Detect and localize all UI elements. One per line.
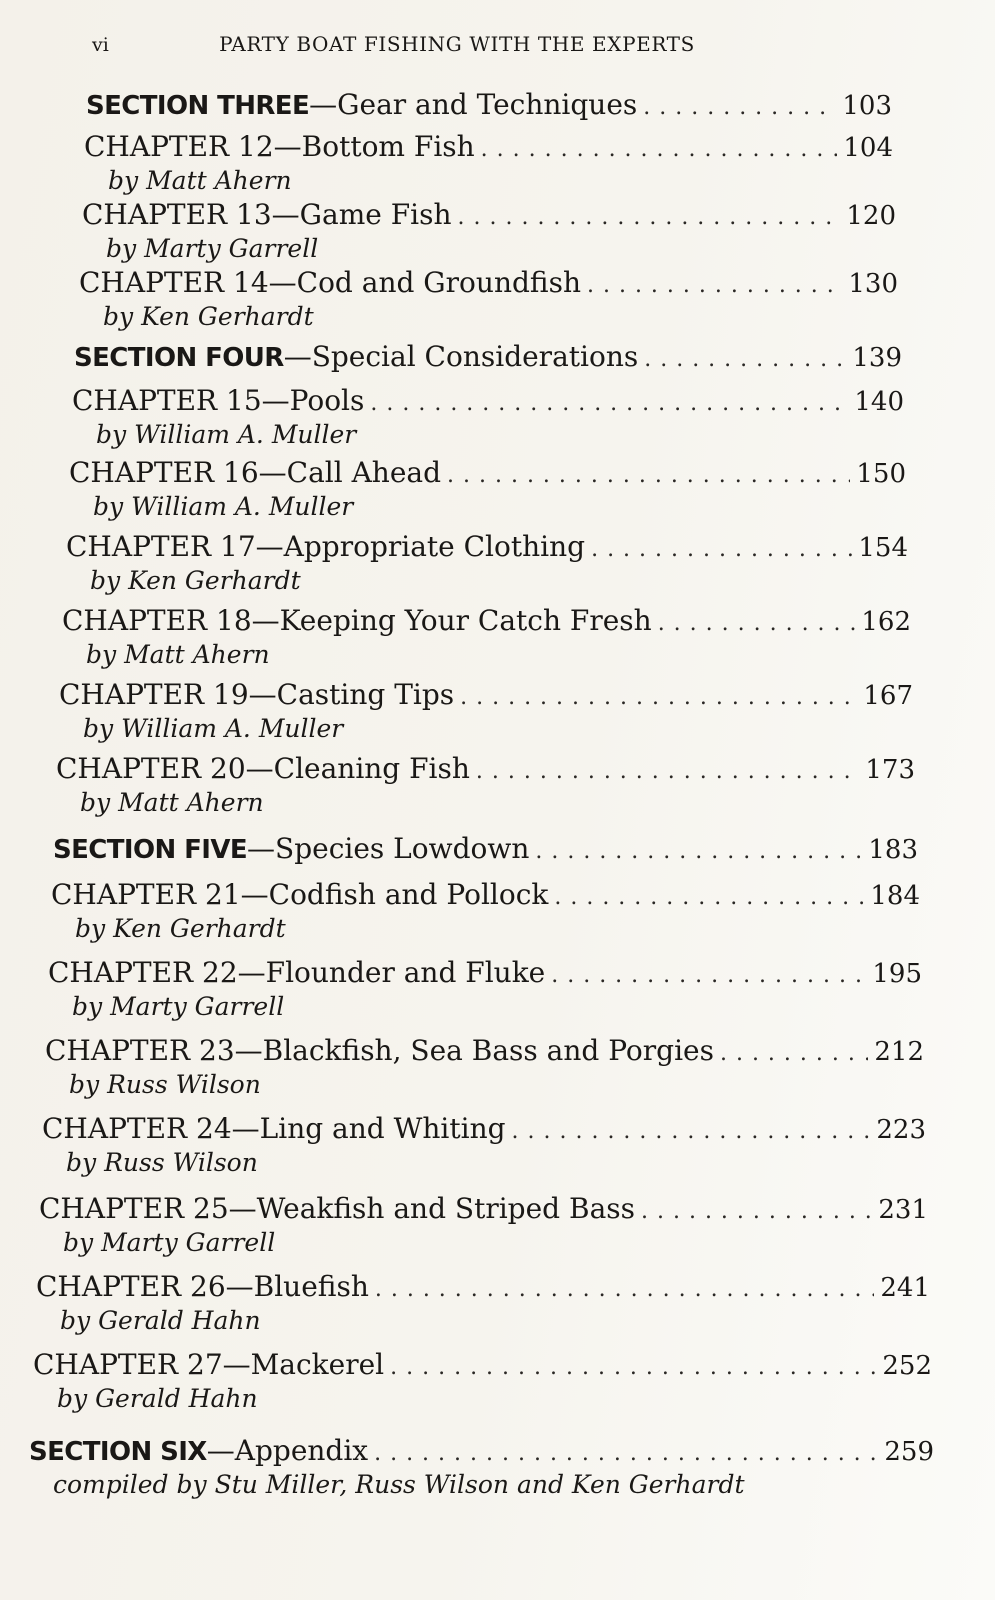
toc-line (33, 1348, 932, 1385)
author-byline: compiled by Stu Miller, Russ Wilson and Ken Gerhardt (53, 1470, 745, 1499)
toc-chapter-entry (79, 266, 898, 331)
entry-title-text: —Gear and Techniques (309, 88, 638, 121)
entry-title-text: —Ling and Whiting (231, 1112, 506, 1145)
dot-leader (458, 201, 841, 235)
section-label: SECTION FOUR (74, 343, 284, 373)
page-number: 150 (856, 459, 906, 489)
toc-chapter-entry (56, 752, 915, 817)
toc-entry-title (86, 88, 637, 123)
page-number: 162 (861, 607, 911, 637)
chapter-label: CHAPTER 19 (59, 678, 249, 711)
entry-title-text: —Casting Tips (248, 678, 455, 711)
dot-leader (554, 881, 864, 915)
toc-line (82, 198, 896, 235)
entry-title-text: —Bottom Fish (273, 130, 475, 163)
author-byline: by William A. Muller (96, 420, 357, 449)
page-number: 154 (858, 533, 908, 563)
entry-title-text: —Blackfish, Sea Bass and Porgies (234, 1034, 714, 1067)
toc-entry-title (53, 832, 529, 867)
section-label: SECTION FIVE (53, 835, 248, 865)
chapter-label: CHAPTER 25 (39, 1192, 229, 1225)
toc-line (53, 832, 918, 869)
toc-line (45, 1034, 924, 1071)
toc-line (66, 530, 908, 567)
author-byline: by Marty Garrell (106, 234, 319, 263)
toc-entry-title (51, 878, 548, 912)
chapter-label: CHAPTER 24 (42, 1112, 232, 1145)
author-byline: by Matt Ahern (86, 640, 270, 669)
toc-line (51, 878, 920, 915)
dot-leader (390, 1351, 876, 1385)
page-number: 183 (868, 835, 918, 865)
running-title: PARTY BOAT FISHING WITH THE EXPERTS (219, 32, 695, 56)
dot-leader (460, 681, 857, 715)
toc-chapter-entry (59, 678, 913, 743)
author-byline: by Ken Gerhardt (90, 566, 301, 595)
toc-entry-title (36, 1270, 369, 1304)
entry-title-text: —Keeping Your Catch Fresh (251, 604, 652, 637)
entry-title-text: —Cod and Groundfish (268, 266, 581, 299)
toc-chapter-entry (69, 456, 906, 521)
dot-leader (587, 269, 842, 303)
toc-chapter-entry (82, 198, 896, 263)
chapter-label: CHAPTER 20 (56, 752, 246, 785)
author-byline: by Russ Wilson (69, 1070, 261, 1099)
author-byline: by Marty Garrell (72, 992, 285, 1021)
entry-title-text: —Flounder and Fluke (237, 956, 546, 989)
chapter-label: CHAPTER 13 (82, 198, 272, 231)
page-number: 223 (876, 1115, 926, 1145)
entry-title-text: —Weakfish and Striped Bass (228, 1192, 635, 1225)
author-byline: by Russ Wilson (66, 1148, 258, 1177)
toc-line (74, 340, 902, 377)
entry-title-text: —Pools (261, 384, 365, 417)
page-number: 130 (848, 269, 898, 299)
toc-line (72, 384, 904, 421)
page-number: 252 (882, 1351, 932, 1381)
toc-line (36, 1270, 930, 1307)
section-label: SECTION THREE (86, 91, 310, 121)
toc-entry-title (72, 384, 364, 418)
author-byline: by Marty Garrell (63, 1228, 276, 1257)
author-byline: by Matt Ahern (108, 166, 292, 195)
dot-leader (375, 1273, 875, 1307)
entry-title-text: —Game Fish (271, 198, 452, 231)
page-number: 173 (865, 755, 915, 785)
page-number: 140 (854, 387, 904, 417)
toc-entry-title (29, 1434, 368, 1469)
folio-number: vi (92, 34, 109, 56)
chapter-label: CHAPTER 18 (62, 604, 252, 637)
section-label: SECTION SIX (29, 1437, 207, 1467)
dot-leader (658, 607, 856, 641)
author-byline: by William A. Muller (93, 492, 354, 521)
chapter-label: CHAPTER 23 (45, 1034, 235, 1067)
toc-chapter-entry (48, 956, 922, 1021)
dot-leader (643, 91, 836, 125)
toc-line (56, 752, 915, 789)
entry-title-text: —Appropriate Clothing (255, 530, 586, 563)
page-number: 184 (870, 881, 920, 911)
toc-line (79, 266, 898, 303)
toc-chapter-entry (84, 130, 893, 195)
toc-line (84, 130, 893, 167)
toc-entry-title (33, 1348, 384, 1382)
dot-leader (512, 1115, 871, 1149)
toc-entry-title (39, 1192, 635, 1226)
dot-leader (641, 1195, 872, 1229)
chapter-label: CHAPTER 15 (72, 384, 262, 417)
author-byline: by William A. Muller (83, 714, 344, 743)
page-number: 104 (843, 133, 893, 163)
toc-chapter-entry (51, 878, 920, 943)
toc-entry-title (82, 198, 452, 232)
toc-line (39, 1192, 928, 1229)
dot-leader (551, 959, 866, 993)
toc-entry-title (56, 752, 470, 786)
page-number: 103 (842, 91, 892, 121)
toc-entry-title (45, 1034, 714, 1068)
dot-leader (481, 133, 838, 167)
toc-line (86, 88, 892, 125)
toc-line (69, 456, 906, 493)
toc-entry-title (69, 456, 441, 490)
toc-entry-title (74, 340, 638, 375)
entry-title-text: —Call Ahead (258, 456, 442, 489)
dot-leader (535, 835, 862, 869)
page-number: 212 (874, 1037, 924, 1067)
toc-line (42, 1112, 926, 1149)
toc-line (59, 678, 913, 715)
toc-entry-title (59, 678, 454, 712)
entry-title-text: —Codfish and Pollock (240, 878, 549, 911)
entry-title-text: —Special Considerations (283, 340, 639, 373)
page-number: 120 (846, 201, 896, 231)
toc-line (62, 604, 911, 641)
author-byline: by Ken Gerhardt (103, 302, 314, 331)
entry-title-text: —Species Lowdown (247, 832, 530, 865)
entry-title-text: —Bluefish (225, 1270, 369, 1303)
page-number: 139 (852, 343, 902, 373)
chapter-label: CHAPTER 12 (84, 130, 274, 163)
toc-chapter-entry (72, 384, 904, 449)
dot-leader (447, 459, 850, 493)
author-byline: by Gerald Hahn (57, 1384, 258, 1413)
page-number: 259 (884, 1437, 934, 1467)
toc-chapter-entry (66, 530, 908, 595)
author-byline: by Gerald Hahn (60, 1306, 261, 1335)
toc-chapter-entry (39, 1192, 928, 1257)
toc-entry-title (62, 604, 652, 638)
chapter-label: CHAPTER 16 (69, 456, 259, 489)
toc-chapter-entry (45, 1034, 924, 1099)
dot-leader (720, 1037, 868, 1071)
dot-leader (644, 343, 846, 377)
chapter-label: CHAPTER 26 (36, 1270, 226, 1303)
chapter-label: CHAPTER 22 (48, 956, 238, 989)
chapter-label: CHAPTER 21 (51, 878, 241, 911)
toc-section-entry (29, 1434, 934, 1499)
toc-entry-title (79, 266, 581, 300)
chapter-label: CHAPTER 17 (66, 530, 256, 563)
page-number: 195 (872, 959, 922, 989)
toc-entry-title (42, 1112, 506, 1146)
toc-chapter-entry (36, 1270, 930, 1335)
toc-chapter-entry (33, 1348, 932, 1413)
toc-chapter-entry (42, 1112, 926, 1177)
entry-title-text: —Cleaning Fish (245, 752, 470, 785)
toc-entry-title (66, 530, 585, 564)
author-byline: by Ken Gerhardt (75, 914, 286, 943)
dot-leader (374, 1437, 878, 1471)
entry-title-text: —Appendix (206, 1434, 369, 1467)
chapter-label: CHAPTER 27 (33, 1348, 223, 1381)
toc-line (48, 956, 922, 993)
chapter-label: CHAPTER 14 (79, 266, 269, 299)
toc-entry-title (84, 130, 475, 164)
dot-leader (370, 387, 848, 421)
page-number: 167 (863, 681, 913, 711)
author-byline: by Matt Ahern (80, 788, 264, 817)
dot-leader (591, 533, 852, 567)
toc-line (29, 1434, 934, 1471)
toc-chapter-entry (62, 604, 911, 669)
dot-leader (476, 755, 859, 789)
page-number: 231 (878, 1195, 928, 1225)
entry-title-text: —Mackerel (222, 1348, 385, 1381)
toc-entry-title (48, 956, 545, 990)
page-number: 241 (880, 1273, 930, 1303)
